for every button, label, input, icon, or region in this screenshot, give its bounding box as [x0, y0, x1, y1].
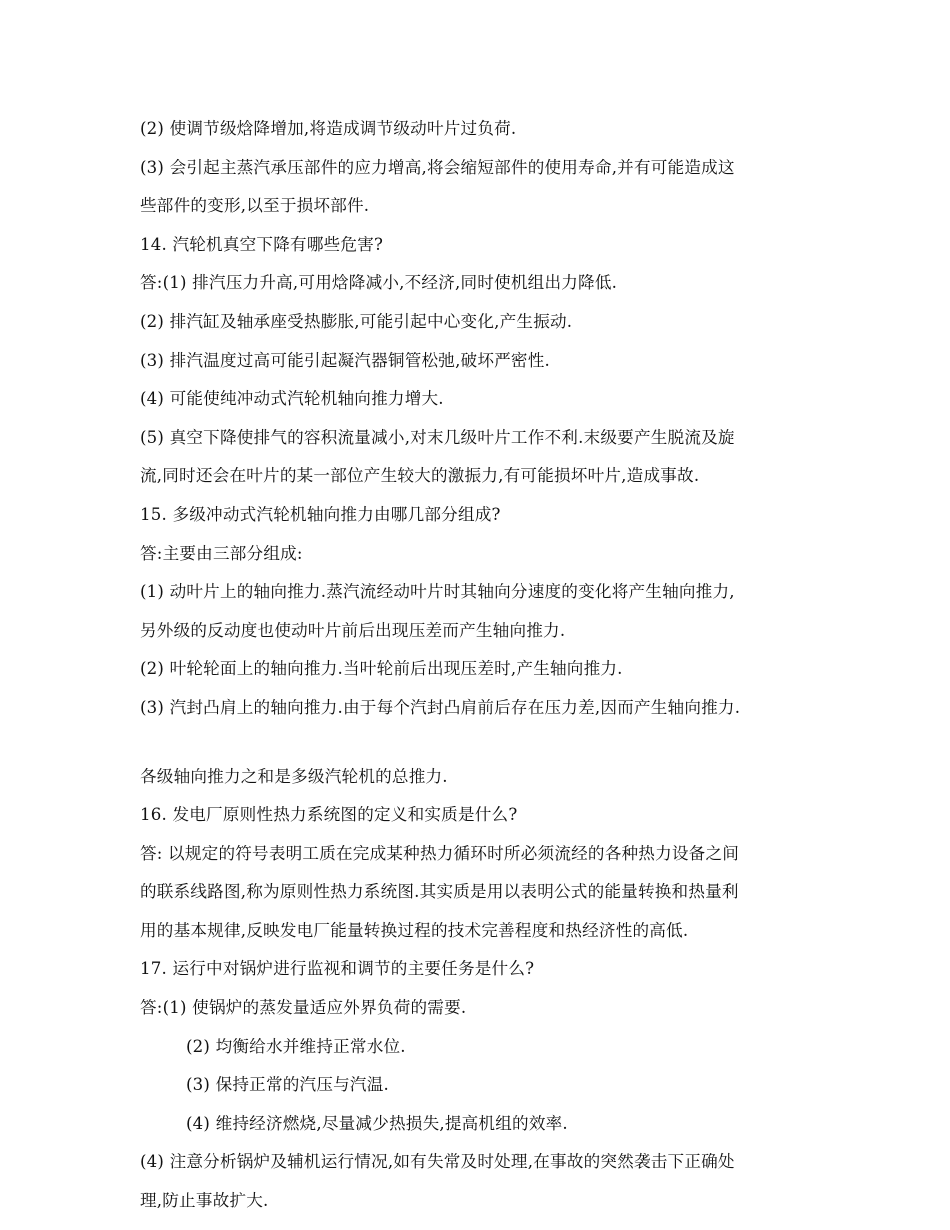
text-line: 的联系线路图,称为原则性热力系统图.其实质是用以表明公式的能量转换和热量利: [140, 882, 739, 902]
text-line: 用的基本规律,反映发电厂能量转换过程的技术完善程度和热经济性的高低.: [140, 920, 689, 940]
answer-line: 答: 以规定的符号表明工质在完成某种热力循环时所必须流经的各种热力设备之间: [140, 843, 740, 863]
text-line: (2) 使调节级焓降增加,将造成调节级动叶片过负荷.: [140, 119, 517, 138]
text-line: (4) 注意分析锅炉及辅机运行情况,如有失常及时处理,在事故的突然袭击下正确处: [140, 1152, 735, 1172]
answer-line: 答:(1) 使锅炉的蒸发量适应外界负荷的需要.: [140, 998, 467, 1018]
text-line: 流,同时还会在叶片的某一部位产生较大的激振力,有可能损坏叶片,造成事故.: [140, 466, 700, 486]
text-line-indented: (4) 维持经济燃烧,尽量减少热损失,提高机组的效率.: [186, 1113, 568, 1133]
paragraph-gap: [140, 728, 830, 758]
text-line: (5) 真空下降使排气的容积流量减小,对末几级叶片工作不利.末级要产生脱流及旋: [140, 427, 735, 447]
answer-line: 答:主要由三部分组成:: [140, 543, 303, 563]
answer-line: 答:(1) 排汽压力升高,可用焓降减小,不经济,同时使机组出力降低.: [140, 273, 618, 293]
text-line: 理,防止事故扩大.: [140, 1191, 269, 1211]
text-line: (3) 排汽温度过高可能引起凝汽器铜管松弛,破坏严密性.: [140, 350, 550, 370]
text-line: (2) 叶轮轮面上的轴向推力.当叶轮前后出现压差时,产生轴向推力.: [140, 659, 623, 679]
text-line: (3) 会引起主蒸汽承压部件的应力增高,将会缩短部件的使用寿命,并有可能造成这: [140, 157, 735, 177]
question-heading: 17. 运行中对锅炉进行监视和调节的主要任务是什么?: [140, 959, 535, 979]
text-line-indented: (3) 保持正常的汽压与汽温.: [186, 1075, 389, 1095]
text-line: (4) 可能使纯冲动式汽轮机轴向推力增大.: [140, 389, 444, 409]
question-heading: 14. 汽轮机真空下降有哪些危害?: [140, 234, 384, 254]
text-line: (2) 排汽缸及轴承座受热膨胀,可能引起中心变化,产生振动.: [140, 311, 573, 331]
question-heading: 15. 多级冲动式汽轮机轴向推力由哪几部分组成?: [140, 504, 501, 524]
text-line: (3) 汽封凸肩上的轴向推力.由于每个汽封凸肩前后存在压力差,因而产生轴向推力.: [140, 697, 741, 717]
text-line: 些部件的变形,以至于损坏部件.: [140, 196, 370, 216]
text-line: 另外级的反动度也使动叶片前后出现压差而产生轴向推力.: [140, 620, 566, 640]
document-body: [140, 110, 830, 1221]
text-line: (1) 动叶片上的轴向推力.蒸汽流经动叶片时其轴向分速度的变化将产生轴向推力,: [140, 582, 735, 602]
text-line: 各级轴向推力之和是多级汽轮机的总推力.: [140, 766, 448, 786]
text-line-indented: (2) 均衡给水并维持正常水位.: [186, 1036, 406, 1056]
question-heading: 16. 发电厂原则性热力系统图的定义和实质是什么?: [140, 805, 518, 825]
